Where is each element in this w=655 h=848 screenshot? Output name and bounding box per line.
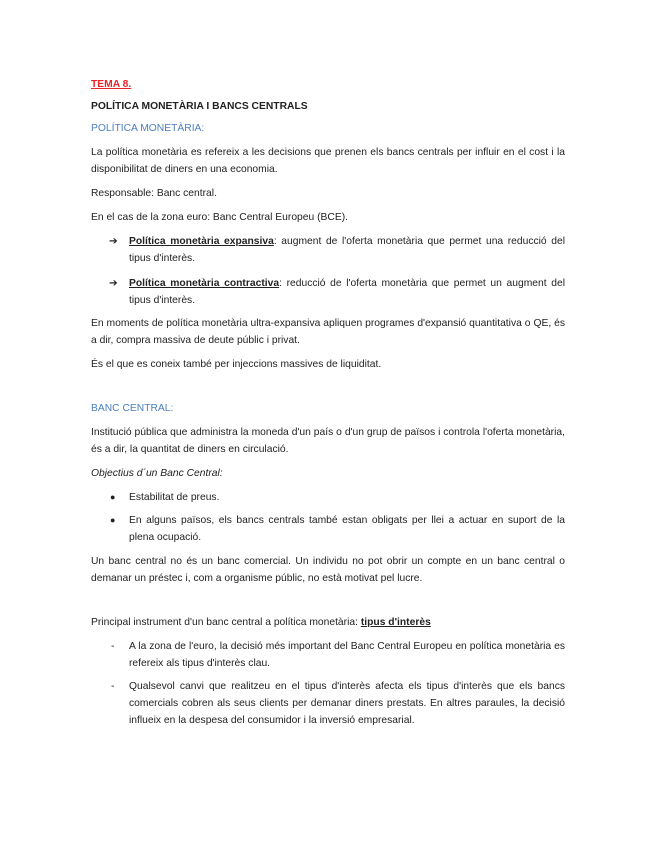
bullet-icon: ● xyxy=(110,515,116,525)
paragraph: En el cas de la zona euro: Banc Central Europeu (BCE). xyxy=(91,212,348,223)
list-item-text: A la zona de l'euro, la decisió més important del Banc Central Europeu en política monetària es refereix als tipus d'interès clau. xyxy=(129,641,565,669)
list-item-text: Qualsevol canvi que realitzeu en el tipus d'interès afecta els tipus d'interès que els bancs comercials cobren als seus clients per demanar diners prestats. En altres paraules, la decisió influeix en la despesa del consumidor i la inversió empresarial. xyxy=(129,681,565,726)
arrow-icon: ➔ xyxy=(109,278,118,289)
arrow-icon: ➔ xyxy=(109,236,118,247)
section-heading-central-bank: BANC CENTRAL: xyxy=(91,403,174,414)
instrument-text: Principal instrument d'un banc central a política monetària: xyxy=(91,617,361,628)
dash-icon: - xyxy=(111,681,115,692)
list-item xyxy=(91,638,565,672)
instrument-list xyxy=(91,638,565,729)
list-item xyxy=(91,233,565,267)
policy-types-list xyxy=(91,233,565,309)
objectives-list xyxy=(91,489,565,546)
paragraph: És el que es coneix també per injeccions massives de liquiditat. xyxy=(91,359,382,370)
instrument-paragraph xyxy=(91,614,565,631)
document-body xyxy=(91,76,565,736)
list-item xyxy=(91,678,565,729)
definition-text: : reducció de l'oferta monetària que permet un augment del tipus d'interès. xyxy=(129,278,565,306)
objectives-label: Objectius d´un Banc Central: xyxy=(91,468,223,479)
paragraph: Un banc central no és un banc comercial. Un individu no pot obrir un compte en un banc central o demanar un préstec i, com a organisme públic, no està motivat pel lucre. xyxy=(91,556,565,584)
paragraph: Institució pública que administra la moneda d'un país o d'un grup de països i controla l'oferta monetària, és a dir, la quantitat de diners en circulació. xyxy=(91,427,565,455)
list-item-text: En alguns països, els bancs centrals també estan obligats per llei a actuar en suport de la plena ocupació. xyxy=(129,515,565,543)
section-heading-monetary-policy: POLÍTICA MONETÀRIA: xyxy=(91,123,205,134)
instrument-term: tipus d'interès xyxy=(360,617,431,628)
document-title: POLÍTICA MONETÀRIA I BANCS CENTRALS xyxy=(91,101,308,112)
term-contractive-policy: Política monetària contractiva xyxy=(129,278,280,289)
paragraph: Responsable: Banc central. xyxy=(91,188,217,199)
list-item-text: Estabilitat de preus. xyxy=(129,492,220,503)
topic-number: TEMA 8. xyxy=(91,79,132,90)
term-expansive-policy: Política monetària expansiva xyxy=(129,236,274,247)
paragraph: En moments de política monetària ultra-expansiva apliquen programes d'expansió quantitativa o QE, és a dir, compra massiva de deute públic i privat. xyxy=(91,318,565,346)
list-item xyxy=(91,489,565,506)
list-item xyxy=(91,512,565,546)
bullet-icon: ● xyxy=(110,492,116,502)
list-item xyxy=(91,275,565,309)
definition-text: : augment de l'oferta monetària que permet una reducció del tipus d'interès. xyxy=(129,236,565,264)
dash-icon: - xyxy=(111,641,115,652)
paragraph: La política monetària es refereix a les decisions que prenen els bancs centrals per influir en el cost i la disponibilitat de diners en una economia. xyxy=(91,147,565,175)
